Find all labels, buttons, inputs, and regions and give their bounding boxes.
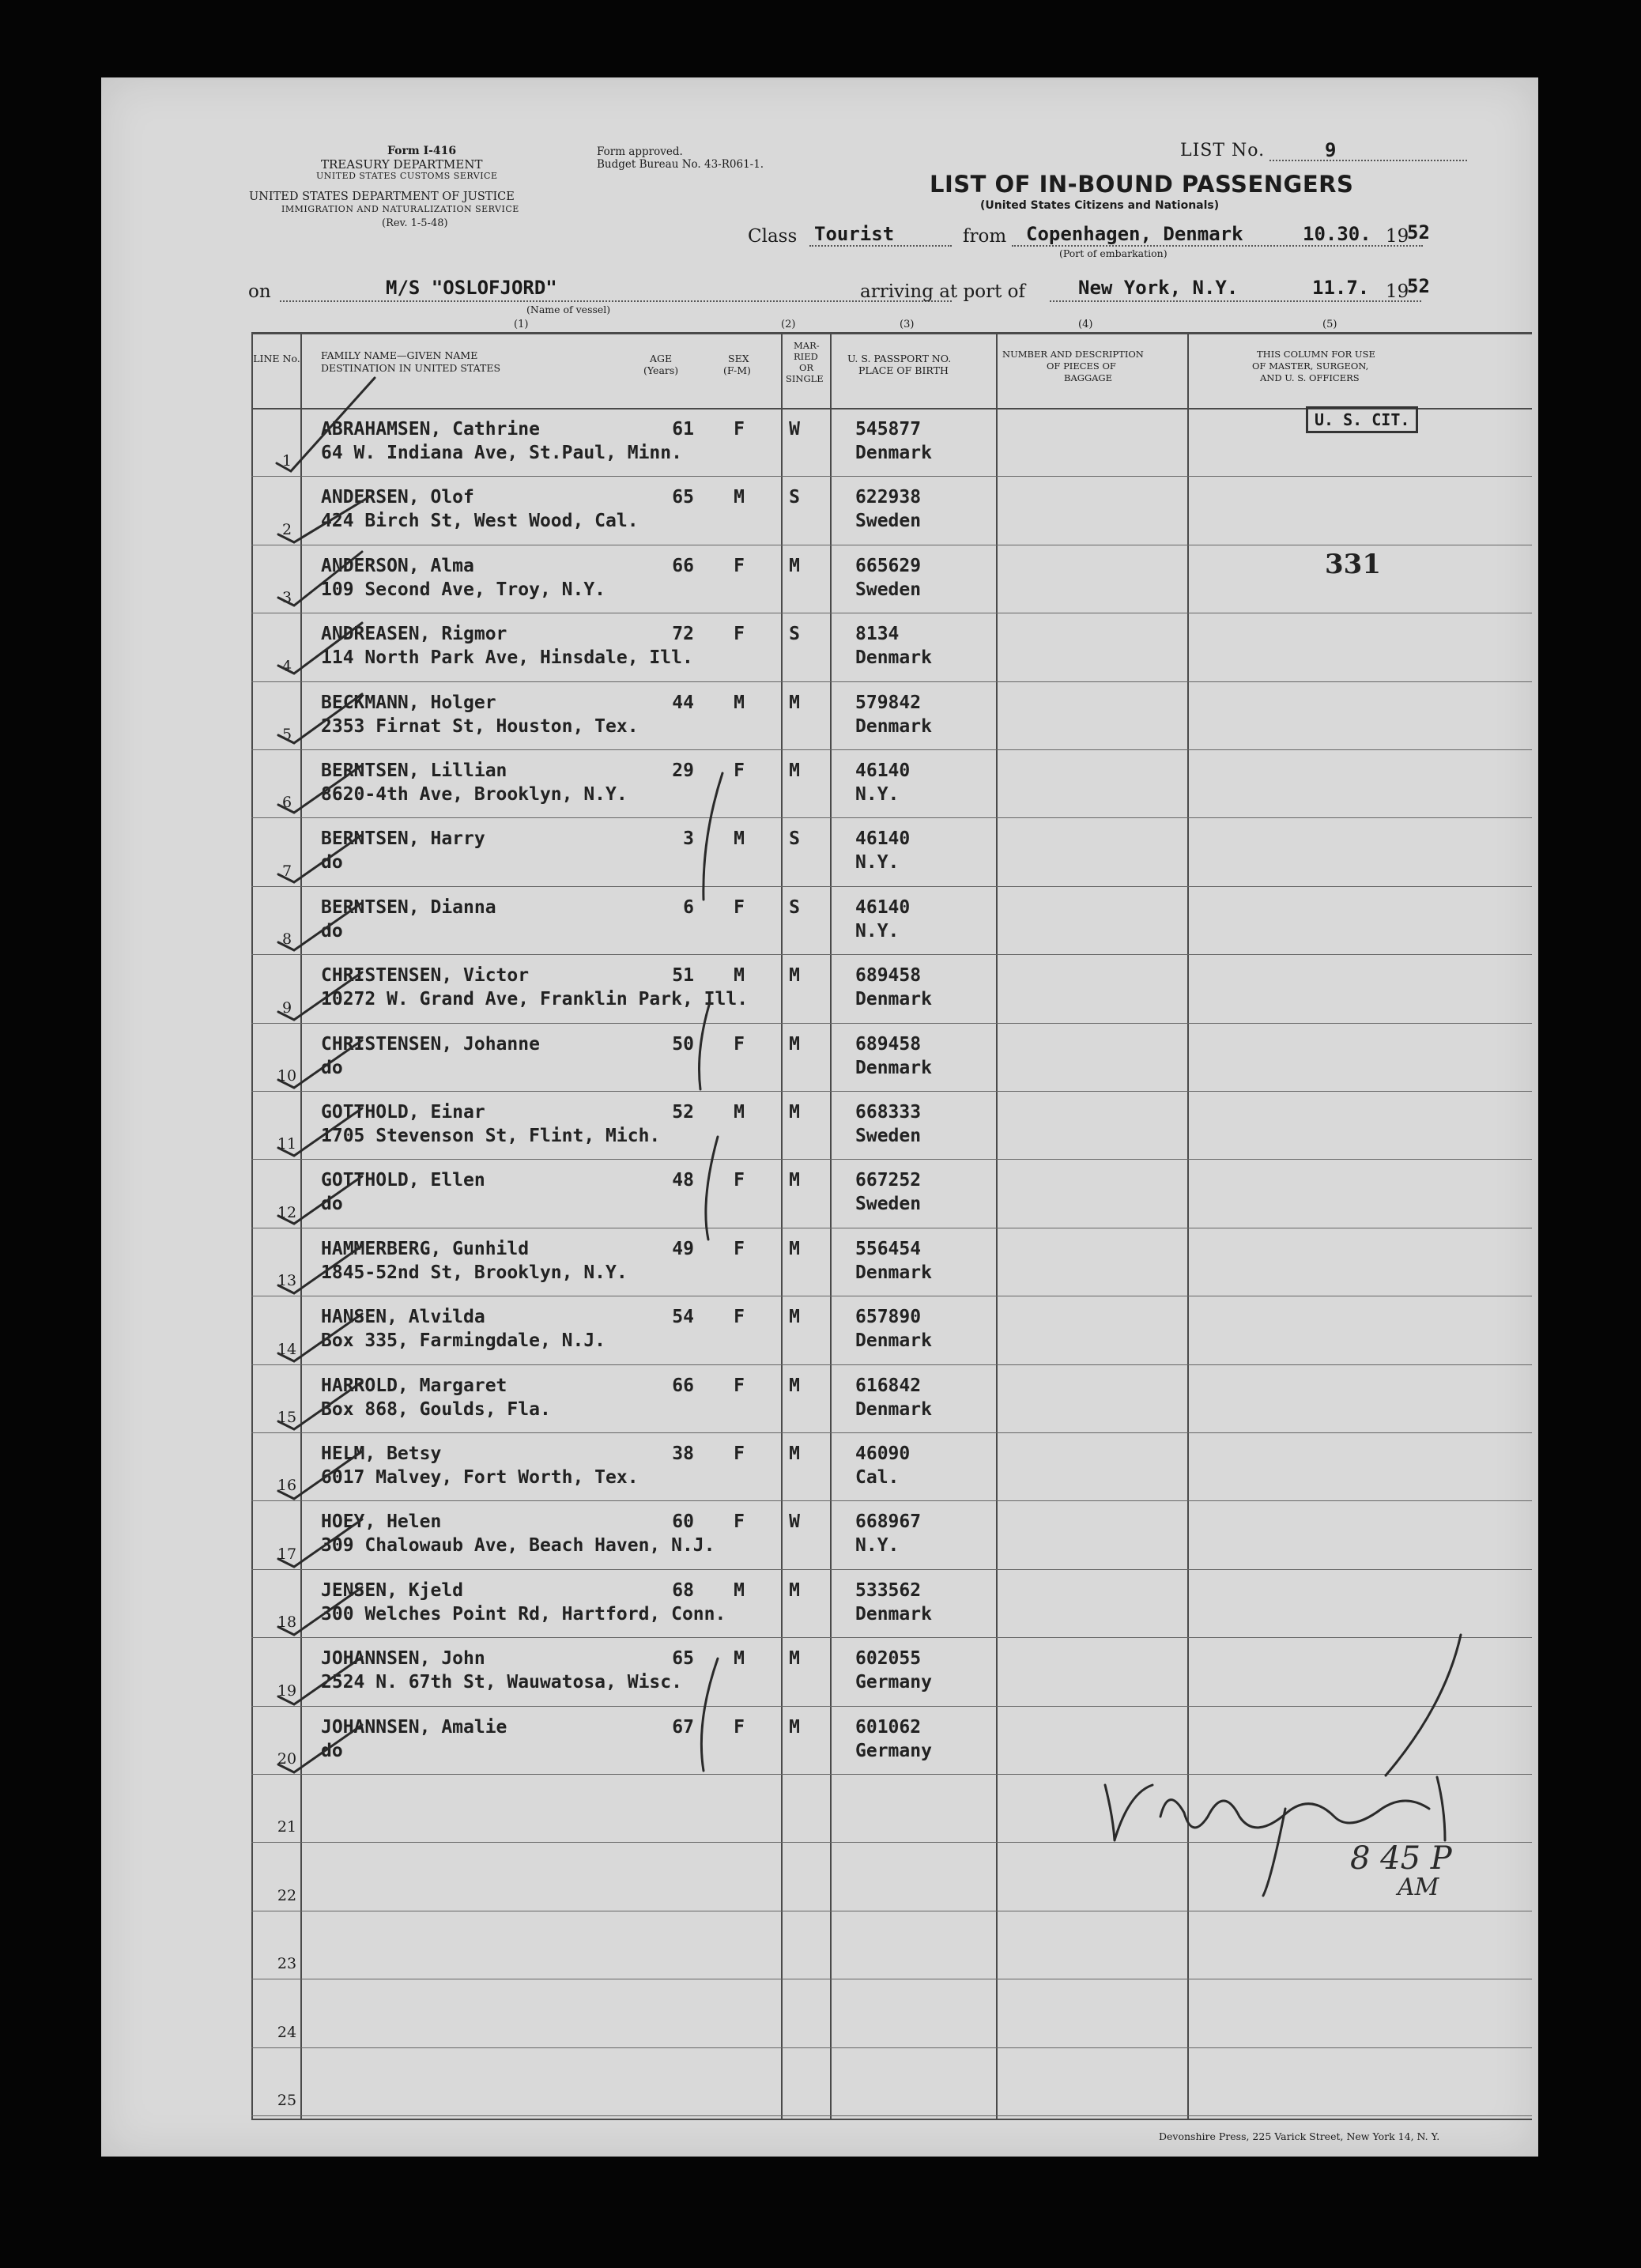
- check-mark-17: [278, 1519, 362, 1567]
- col-header-passport: U. S. PASSPORT NO.: [847, 353, 952, 364]
- passenger-sex: F: [734, 1307, 745, 1328]
- passenger-name: ANDERSEN, Olof: [321, 487, 474, 508]
- passenger-age: 54: [672, 1307, 694, 1328]
- passport-number: 533562: [855, 1579, 922, 1601]
- passenger-sex: F: [734, 1511, 745, 1533]
- arrival-port: New York, N.Y.: [1078, 277, 1239, 299]
- port-embark-caption: (Port of embarkation): [1059, 247, 1168, 259]
- passenger-sex: M: [734, 692, 745, 713]
- line-number: 6: [281, 794, 292, 812]
- arrival-year: 52: [1407, 275, 1430, 297]
- line-number: 18: [277, 1613, 297, 1632]
- passenger-marital-status: M: [789, 965, 800, 987]
- passenger-name: HANSEN, Alvilda: [321, 1307, 485, 1328]
- manifest-page: [101, 77, 1538, 2157]
- passport-number: 579842: [855, 692, 922, 713]
- passenger-sex: F: [734, 419, 745, 440]
- line-number: 9: [281, 998, 292, 1017]
- passenger-destination: 109 Second Ave, Troy, N.Y.: [321, 579, 606, 600]
- passenger-destination: do: [321, 1740, 343, 1761]
- col-header-sex: SEX: [728, 353, 749, 364]
- passenger-destination: do: [321, 920, 343, 942]
- treasury-dept: TREASURY DEPARTMENT: [321, 157, 483, 172]
- passport-number: 667252: [855, 1170, 922, 1191]
- place-of-birth: Cal.: [855, 1467, 900, 1488]
- place-of-birth: N.Y.: [855, 852, 900, 874]
- line-number: 20: [277, 1749, 297, 1768]
- check-mark-11: [278, 1108, 362, 1156]
- passenger-destination: do: [321, 852, 343, 874]
- family-bracket-2: [700, 1002, 711, 1089]
- justice-dept: UNITED STATES DEPARTMENT OF JUSTICE: [249, 191, 515, 203]
- check-mark-10: [278, 1040, 362, 1088]
- vessel-caption: (Name of vessel): [526, 304, 611, 315]
- check-mark-19: [278, 1657, 362, 1704]
- passenger-marital-status: M: [789, 1375, 800, 1396]
- place-of-birth: Denmark: [855, 1330, 932, 1352]
- passenger-age: 48: [672, 1170, 694, 1191]
- passenger-age: 38: [672, 1443, 694, 1464]
- passenger-name: GOTTHOLD, Einar: [321, 1102, 485, 1123]
- passenger-age: 72: [672, 624, 694, 645]
- passenger-marital-status: M: [789, 1579, 800, 1601]
- passenger-name: BERNTSEN, Harry: [321, 828, 485, 850]
- passenger-name: JOHANNSEN, Amalie: [321, 1716, 507, 1738]
- check-mark-16: [278, 1451, 362, 1499]
- passenger-sex: M: [734, 1648, 745, 1670]
- passenger-marital-status: M: [789, 1716, 800, 1738]
- passport-number: 665629: [855, 555, 922, 576]
- passenger-name: JOHANNSEN, John: [321, 1648, 485, 1670]
- passenger-name: HELM, Betsy: [321, 1443, 442, 1464]
- depart-year-prefix: 19: [1386, 226, 1409, 247]
- passenger-destination: Box 335, Farmingdale, N.J.: [321, 1330, 606, 1352]
- us-citizen-stamp: U. S. CIT.: [1306, 406, 1418, 433]
- passport-number: 622938: [855, 487, 922, 508]
- arrival-year-prefix: 19: [1386, 281, 1409, 302]
- passenger-marital-status: S: [789, 624, 800, 645]
- family-bracket-3: [706, 1137, 718, 1240]
- col-header-married-1: MAR-: [794, 340, 820, 351]
- check-mark-5: [278, 694, 362, 743]
- handwritten-marks: [101, 77, 1538, 2157]
- check-mark-12: [278, 1176, 362, 1224]
- line-number: 12: [277, 1203, 297, 1221]
- place-of-birth: N.Y.: [855, 784, 900, 805]
- check-mark-8: [278, 903, 362, 950]
- passport-number: 668967: [855, 1511, 922, 1533]
- check-mark-4: [278, 623, 362, 674]
- col-num-4: (4): [1078, 319, 1093, 330]
- check-mark-2: [278, 496, 370, 542]
- place-of-birth: Germany: [855, 1672, 932, 1693]
- passenger-sex: F: [734, 1443, 745, 1464]
- passport-number: 46140: [855, 760, 911, 781]
- check-mark-6: [278, 765, 362, 813]
- passenger-marital-status: M: [789, 1102, 800, 1123]
- passenger-name: HAMMERBERG, Gunhild: [321, 1238, 530, 1259]
- line-number: 22: [277, 1886, 297, 1904]
- from-label: from: [963, 226, 1007, 247]
- passenger-destination: 2524 N. 67th St, Wauwatosa, Wisc.: [321, 1672, 682, 1693]
- col-header-officers-3: AND U. S. OFFICERS: [1260, 372, 1360, 383]
- passenger-destination: 424 Birch St, West Wood, Cal.: [321, 511, 639, 532]
- arriving-label: arriving at port of: [860, 281, 1025, 302]
- check-mark-13: [278, 1246, 362, 1293]
- family-bracket-1: [704, 773, 722, 900]
- passenger-destination: 300 Welches Point Rd, Hartford, Conn.: [321, 1603, 726, 1625]
- passenger-name: JENSEN, Kjeld: [321, 1579, 464, 1601]
- line-number: 8: [281, 930, 292, 949]
- line-number: 1: [281, 452, 292, 470]
- passport-number: 46140: [855, 828, 911, 850]
- col-header-age-unit: (Years): [643, 364, 679, 376]
- passenger-sex: F: [734, 555, 745, 576]
- revision: (Rev. 1-5-48): [382, 217, 448, 229]
- line-number: 4: [281, 657, 292, 675]
- check-mark-20: [278, 1725, 362, 1772]
- passenger-name: ANDREASEN, Rigmor: [321, 624, 507, 645]
- place-of-birth: Sweden: [855, 1194, 922, 1215]
- col-header-officers-2: OF MASTER, SURGEON,: [1252, 360, 1369, 372]
- place-of-birth: Sweden: [855, 511, 922, 532]
- col-num-1: (1): [514, 319, 529, 330]
- col-header-line-no: LINE No.: [253, 353, 300, 364]
- passenger-marital-status: S: [789, 828, 800, 850]
- page-title: LIST OF IN-BOUND PASSENGERS: [930, 171, 1354, 198]
- line-number: 19: [277, 1681, 297, 1700]
- line-number: 7: [281, 862, 292, 880]
- col-header-baggage-2: OF PIECES OF: [1047, 360, 1116, 372]
- place-of-birth: Denmark: [855, 1057, 932, 1078]
- col-num-3: (3): [900, 319, 915, 330]
- line-number: 17: [277, 1545, 297, 1563]
- passenger-destination: 6017 Malvey, Fort Worth, Tex.: [321, 1467, 639, 1488]
- passenger-sex: M: [734, 828, 745, 850]
- line-number: 16: [277, 1477, 297, 1495]
- passenger-name: ABRAHAMSEN, Cathrine: [321, 419, 540, 440]
- col-header-destination: DESTINATION IN UNITED STATES: [321, 362, 501, 374]
- passenger-age: 6: [683, 896, 694, 918]
- passenger-age: 50: [672, 1033, 694, 1055]
- passenger-sex: F: [734, 624, 745, 645]
- line-number: 3: [281, 589, 292, 607]
- passenger-marital-status: M: [789, 1033, 800, 1055]
- check-mark-14: [278, 1314, 362, 1361]
- ins-service: IMMIGRATION AND NATURALIZATION SERVICE: [281, 204, 519, 214]
- passport-number: 8134: [855, 624, 900, 645]
- passenger-age: 65: [672, 487, 694, 508]
- passenger-destination: 64 W. Indiana Ave, St.Paul, Minn.: [321, 443, 682, 463]
- passenger-sex: M: [734, 1579, 745, 1601]
- passenger-sex: M: [734, 965, 745, 987]
- col-header-birthplace: PLACE OF BIRTH: [858, 364, 949, 376]
- passenger-destination: do: [321, 1194, 343, 1215]
- place-of-birth: Sweden: [855, 579, 922, 600]
- passport-number: 616842: [855, 1375, 922, 1396]
- check-mark-1: [277, 378, 375, 471]
- passport-number: 689458: [855, 1033, 922, 1055]
- passenger-age: 44: [672, 692, 694, 713]
- col-num-5: (5): [1322, 319, 1337, 330]
- passenger-destination: 8620-4th Ave, Brooklyn, N.Y.: [321, 784, 628, 805]
- passenger-age: 67: [672, 1716, 694, 1738]
- col-header-married-3: OR: [799, 362, 814, 373]
- passenger-age: 60: [672, 1511, 694, 1533]
- on-label: on: [248, 281, 271, 302]
- list-no-value: 9: [1325, 139, 1337, 161]
- passport-number: 689458: [855, 965, 922, 987]
- handwritten-time: 8 45 P: [1350, 1840, 1452, 1877]
- line-number: 10: [277, 1066, 297, 1085]
- col-num-2: (2): [781, 319, 796, 330]
- passenger-destination: 1845-52nd St, Brooklyn, N.Y.: [321, 1262, 628, 1283]
- passenger-marital-status: M: [789, 1238, 800, 1259]
- passenger-destination: 2353 Firnat St, Houston, Tex.: [321, 715, 639, 737]
- col-header-married-2: RIED: [794, 351, 818, 362]
- page-subtitle: (United States Citizens and Nationals): [980, 199, 1220, 212]
- col-header-baggage-1: NUMBER AND DESCRIPTION: [1002, 349, 1144, 360]
- passenger-name: BERNTSEN, Dianna: [321, 896, 496, 918]
- passenger-age: 65: [672, 1648, 694, 1670]
- col-header-baggage-3: BAGGAGE: [1064, 372, 1113, 383]
- place-of-birth: Denmark: [855, 1603, 932, 1625]
- passenger-sex: M: [734, 487, 745, 508]
- passenger-destination: 114 North Park Ave, Hinsdale, Ill.: [321, 647, 693, 669]
- passenger-sex: F: [734, 1375, 745, 1396]
- check-mark-15: [278, 1382, 362, 1429]
- customs-service: UNITED STATES CUSTOMS SERVICE: [316, 171, 498, 181]
- col-header-sex-code: (F-M): [723, 364, 751, 376]
- passenger-sex: M: [734, 1102, 745, 1123]
- col-header-officers-1: THIS COLUMN FOR USE: [1257, 349, 1375, 360]
- passenger-name: BERNTSEN, Lillian: [321, 760, 507, 781]
- passenger-name: GOTTHOLD, Ellen: [321, 1170, 485, 1191]
- col-header-age: AGE: [650, 353, 673, 364]
- passenger-marital-status: M: [789, 1307, 800, 1328]
- place-of-birth: Denmark: [855, 1262, 932, 1283]
- passenger-marital-status: S: [789, 896, 800, 918]
- passenger-sex: F: [734, 760, 745, 781]
- passenger-marital-status: W: [789, 1511, 800, 1533]
- from-value: Copenhagen, Denmark: [1026, 223, 1243, 245]
- passenger-name: CHRISTENSEN, Johanne: [321, 1033, 540, 1055]
- passenger-age: 66: [672, 555, 694, 576]
- list-no-label: LIST No.: [1180, 141, 1266, 160]
- family-bracket-4: [701, 1659, 718, 1771]
- passenger-sex: F: [734, 1033, 745, 1055]
- check-mark-9: [278, 972, 362, 1020]
- handwritten-am: AM: [1398, 1874, 1439, 1901]
- passenger-name: BECKMANN, Holger: [321, 692, 496, 713]
- passenger-destination: 1705 Stevenson St, Flint, Mich.: [321, 1126, 661, 1146]
- check-mark-7: [278, 835, 362, 882]
- passenger-destination: 10272 W. Grand Ave, Franklin Park, Ill.: [321, 989, 749, 1010]
- vessel-name: M/S "OSLOFJORD": [386, 277, 557, 299]
- passenger-marital-status: M: [789, 555, 800, 576]
- passport-number: 602055: [855, 1648, 922, 1670]
- passenger-marital-status: M: [789, 1648, 800, 1670]
- line-number: 14: [277, 1340, 297, 1358]
- passenger-age: 52: [672, 1102, 694, 1123]
- passenger-age: 51: [672, 965, 694, 987]
- place-of-birth: Germany: [855, 1740, 932, 1761]
- passport-number: 556454: [855, 1238, 922, 1259]
- passenger-name: ANDERSON, Alma: [321, 555, 474, 576]
- line-number: 5: [281, 725, 292, 743]
- place-of-birth: Sweden: [855, 1126, 922, 1146]
- passenger-marital-status: S: [789, 487, 800, 508]
- passport-number: 668333: [855, 1102, 922, 1123]
- line-number: 2: [281, 520, 292, 538]
- place-of-birth: N.Y.: [855, 1535, 900, 1557]
- place-of-birth: Denmark: [855, 647, 932, 669]
- passenger-marital-status: W: [789, 419, 800, 440]
- passenger-age: 49: [672, 1238, 694, 1259]
- passenger-marital-status: M: [789, 1170, 800, 1191]
- depart-date: 10.30.: [1303, 223, 1371, 245]
- passenger-sex: F: [734, 1170, 745, 1191]
- form-number: Form I-416: [387, 145, 457, 157]
- line-number: 21: [277, 1818, 297, 1836]
- check-mark-3: [278, 552, 362, 606]
- passport-number: 545877: [855, 419, 922, 440]
- passport-number: 46090: [855, 1443, 911, 1464]
- right-margin-stroke: [1386, 1635, 1461, 1776]
- line-number: 24: [277, 2023, 297, 2041]
- passenger-age: 61: [672, 419, 694, 440]
- form-approved: Form approved.: [597, 145, 683, 158]
- line-number: 15: [277, 1408, 297, 1426]
- place-of-birth: N.Y.: [855, 920, 900, 942]
- passenger-sex: F: [734, 1716, 745, 1738]
- passenger-destination: 309 Chalowaub Ave, Beach Haven, N.J.: [321, 1535, 715, 1557]
- arrival-date: 11.7.: [1312, 277, 1370, 299]
- inspector-signature: [1105, 1777, 1445, 1840]
- budget-bureau: Budget Bureau No. 43-R061-1.: [597, 158, 764, 171]
- passenger-marital-status: M: [789, 692, 800, 713]
- passenger-name: HARROLD, Margaret: [321, 1375, 507, 1396]
- passenger-age: 66: [672, 1375, 694, 1396]
- passenger-sex: F: [734, 896, 745, 918]
- passport-number: 601062: [855, 1716, 922, 1738]
- place-of-birth: Denmark: [855, 1398, 932, 1420]
- passenger-age: 3: [683, 828, 694, 850]
- place-of-birth: Denmark: [855, 715, 932, 737]
- manifest-number-annotation: 331: [1325, 549, 1381, 580]
- passenger-age: 29: [672, 760, 694, 781]
- col-header-married-4: SINGLE: [786, 373, 824, 384]
- passenger-destination: Box 868, Goulds, Fla.: [321, 1398, 551, 1420]
- passenger-marital-status: M: [789, 1443, 800, 1464]
- line-number: 13: [277, 1272, 297, 1290]
- passenger-age: 68: [672, 1579, 694, 1601]
- passport-number: 46140: [855, 896, 911, 918]
- place-of-birth: Denmark: [855, 443, 932, 463]
- line-number: 23: [277, 1955, 297, 1973]
- check-mark-18: [278, 1587, 362, 1635]
- passenger-sex: F: [734, 1238, 745, 1259]
- line-number: 25: [277, 2091, 297, 2109]
- passenger-destination: do: [321, 1057, 343, 1078]
- depart-year: 52: [1407, 221, 1430, 243]
- place-of-birth: Denmark: [855, 989, 932, 1010]
- printer-footer: Devonshire Press, 225 Varick Street, New York 14, N. Y.: [1159, 2130, 1440, 2142]
- col-header-name: FAMILY NAME—GIVEN NAME: [321, 349, 478, 361]
- class-label: Class: [748, 226, 798, 247]
- passenger-name: HOEY, Helen: [321, 1511, 442, 1533]
- passport-number: 657890: [855, 1307, 922, 1328]
- line-number: 11: [277, 1135, 297, 1153]
- class-value: Tourist: [814, 223, 895, 245]
- passenger-name: CHRISTENSEN, Victor: [321, 965, 530, 987]
- passenger-marital-status: M: [789, 760, 800, 781]
